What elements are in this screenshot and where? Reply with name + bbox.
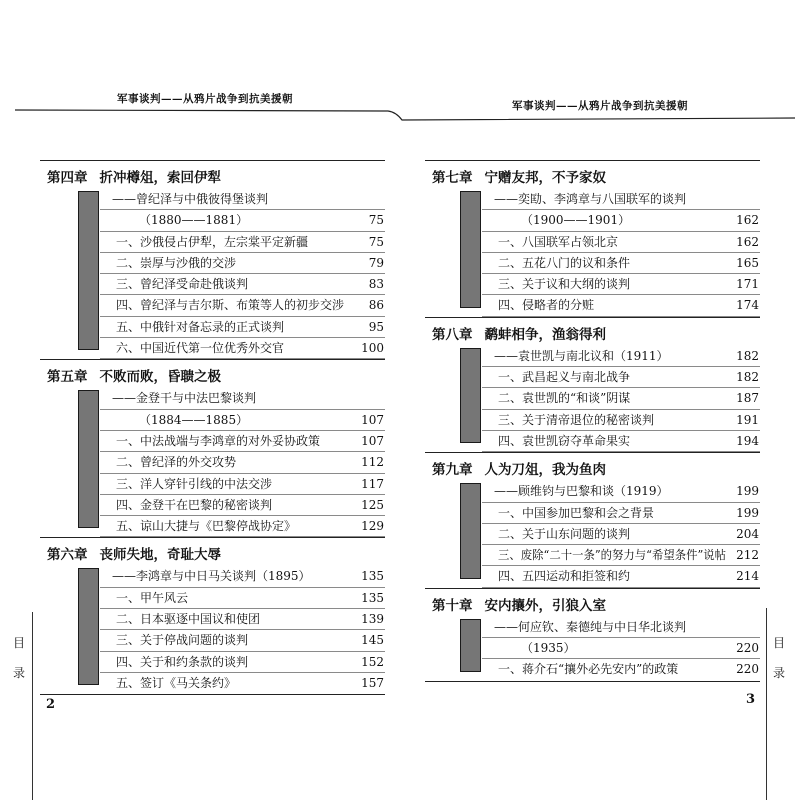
entry-title: 三、关于清帝退位的秘密谈判: [498, 412, 655, 427]
chapter-entries: [100, 388, 385, 537]
chapter-entries: [100, 189, 385, 359]
entry-page-number: 112: [361, 455, 384, 470]
chapter-block: [425, 317, 760, 452]
entry-title: 四、曾纪泽与吉尔斯、布策等人的初步交涉: [116, 298, 345, 313]
entry-page-number: 165: [736, 255, 759, 270]
chapter-number: 第六章: [47, 547, 88, 564]
side-rule-right: [766, 608, 767, 800]
chapter-heading: [40, 360, 385, 388]
entry-title: 二、曾纪泽的外交攻势: [116, 455, 237, 470]
chapter-number: 第四章: [47, 170, 88, 186]
entry-title: 五、中俄针对备忘录的正式谈判: [116, 319, 285, 334]
toc-entry: [100, 232, 385, 253]
entry-title: 一、中法战端与李鸿章的对外妥协政策: [116, 433, 321, 448]
toc-entry: [482, 566, 760, 587]
entry-title: 三、关于停战问题的谈判: [116, 633, 249, 648]
toc-entry: [100, 210, 385, 231]
chapter-title: 宁赠友邦，不予家奴: [484, 170, 606, 186]
entry-title: 五、谅山大捷与《巴黎停战协定》: [116, 519, 297, 534]
chapter-title: 丧师失地，奇耻大辱: [99, 547, 221, 564]
entry-title: 四、五四运动和拒签和约: [498, 569, 631, 584]
entry-page-number: 129: [361, 519, 384, 534]
toc-entry: [482, 524, 760, 545]
entry-page-number: 83: [368, 277, 384, 292]
entry-page-number: 220: [736, 662, 759, 677]
entry-page-number: 75: [368, 234, 384, 249]
entry-page-number: 86: [368, 298, 384, 313]
chapter-entries: [100, 566, 385, 694]
entry-page-number: 135: [361, 590, 384, 605]
chapter-block: [40, 160, 385, 359]
toc-entry: [482, 367, 760, 388]
toc-entry: [100, 566, 385, 587]
chapter-number: 第七章: [432, 170, 473, 186]
toc-entry: [100, 295, 385, 316]
entry-page-number: 117: [361, 476, 384, 491]
entry-title: ——顾维钧与巴黎和谈（1919）: [494, 484, 669, 499]
chapter-title: 不败而败，昏聩之极: [99, 369, 221, 386]
entry-page-number: 100: [361, 341, 384, 356]
entry-page-number: 162: [736, 234, 759, 249]
entry-title: 二、崇厚与沙俄的交涉: [116, 255, 237, 270]
side-tab-char: 录: [12, 666, 25, 680]
toc-entry: [100, 317, 385, 338]
chapter-number: 第五章: [47, 369, 88, 386]
entry-title: 一、中国参加巴黎和会之背景: [498, 505, 655, 520]
entry-title: （1935）: [521, 641, 576, 656]
chapter-number: 第八章: [432, 326, 473, 343]
toc-entry: [100, 431, 385, 452]
running-head-right: 军事谈判——从鸦片战争到抗美援朝: [512, 100, 688, 112]
chapter-number: 第九章: [432, 462, 473, 479]
toc-entry: [482, 659, 760, 680]
entry-title: 三、关于议和大纲的谈判: [498, 277, 631, 292]
entry-title: ——曾纪泽与中俄彼得堡谈判: [112, 192, 269, 206]
side-tab-right: [772, 628, 786, 688]
chapter-block: [40, 359, 385, 537]
toc-entry: [100, 410, 385, 431]
side-tab-left: [12, 628, 26, 688]
entry-title: 二、袁世凯的“和谈”阴谋: [498, 391, 631, 406]
entry-page-number: 171: [736, 277, 759, 292]
toc-entry: [100, 452, 385, 473]
chapter-entries: [482, 617, 760, 681]
toc-entry: [100, 474, 385, 495]
entry-page-number: 135: [361, 569, 384, 584]
chapter-block: [40, 537, 385, 695]
chapter-entries: [482, 346, 760, 452]
entry-title: ——奕劻、李鸿章与八国联军的谈判: [494, 192, 687, 206]
entry-page-number: 214: [736, 569, 759, 584]
chapter-tab-bar: [460, 483, 481, 578]
entry-title: 三、废除“二十一条”的努力与“希望条件”说帖: [498, 548, 727, 563]
side-tab-char: 录: [772, 666, 785, 680]
page-number-left: 2: [46, 697, 56, 712]
toc-entry: [482, 503, 760, 524]
chapter-heading: [40, 161, 385, 189]
side-tab-char: 目: [772, 636, 785, 650]
entry-page-number: 79: [368, 255, 384, 270]
entry-page-number: 194: [736, 433, 759, 448]
entry-page-number: 95: [368, 319, 384, 334]
toc-entry: [482, 545, 760, 566]
chapter-tab-bar: [78, 390, 99, 528]
chapter-entries: [482, 481, 760, 587]
toc-entry: [482, 232, 760, 253]
entry-title: 四、关于和约条款的谈判: [116, 654, 249, 669]
entry-title: 三、曾纪泽受命赴俄谈判: [116, 277, 249, 292]
entry-page-number: 220: [736, 641, 759, 656]
entry-title: 四、袁世凯窃夺革命果实: [498, 433, 631, 448]
entry-title: 二、五花八门的议和条件: [498, 255, 631, 270]
chapter-tab-bar: [460, 191, 481, 308]
page-number-right: 3: [746, 692, 756, 707]
chapter-heading: [40, 538, 385, 566]
chapter-tab-bar: [460, 348, 481, 443]
chapter-number: 第十章: [432, 597, 473, 614]
entry-page-number: 125: [361, 497, 384, 512]
toc-entry: [100, 274, 385, 295]
entry-page-number: 212: [736, 548, 759, 563]
toc-entry: [100, 189, 385, 210]
entry-page-number: 187: [736, 391, 759, 406]
toc-entry: [482, 617, 760, 638]
chapter-block: [425, 452, 760, 587]
toc-entry: [482, 638, 760, 659]
toc-entry: [482, 295, 760, 316]
entry-page-number: 157: [361, 675, 384, 690]
entry-page-number: 174: [736, 298, 759, 313]
entry-title: ——金登干与中法巴黎谈判: [112, 391, 257, 406]
running-head-rule: [0, 0, 800, 140]
toc-entry: [482, 253, 760, 274]
side-rule-left: [32, 612, 33, 800]
entry-title: ——袁世凯与南北议和（1911）: [494, 348, 669, 363]
toc-left-page: [40, 160, 385, 695]
toc-entry: [100, 609, 385, 630]
toc-entry: [100, 253, 385, 274]
chapter-title: 安内攘外，引狼入室: [484, 597, 606, 614]
toc-entry: [100, 516, 385, 537]
entry-title: 一、蒋介石“攘外必先安内”的政策: [498, 662, 679, 677]
chapter-heading: [425, 453, 760, 481]
entry-title: （1880——1881）: [139, 213, 249, 228]
chapter-entries: [482, 189, 760, 317]
chapter-title: 人为刀俎，我为鱼肉: [484, 462, 606, 479]
toc-entry: [482, 210, 760, 231]
entry-title: ——李鸿章与中日马关谈判（1895）: [112, 569, 311, 584]
entry-title: 四、金登干在巴黎的秘密谈判: [116, 497, 273, 512]
entry-title: 三、洋人穿针引线的中法交涉: [116, 476, 273, 491]
toc-entry: [100, 388, 385, 409]
toc-entry: [482, 274, 760, 295]
entry-title: 五、签订《马关条约》: [116, 675, 237, 690]
entry-page-number: 139: [361, 612, 384, 627]
entry-title: ——何应钦、秦德纯与中日华北谈判: [494, 619, 687, 634]
toc-entry: [482, 189, 760, 210]
entry-title: 一、武昌起义与南北战争: [498, 370, 631, 385]
toc-entry: [100, 630, 385, 651]
toc-right-page: [425, 160, 760, 682]
entry-page-number: 182: [736, 348, 759, 363]
chapter-tab-bar: [78, 191, 99, 350]
toc-entry: [482, 346, 760, 367]
entry-title: 一、八国联军占领北京: [498, 234, 619, 249]
chapter-block: [425, 588, 760, 682]
entry-page-number: 152: [361, 654, 384, 669]
entry-title: （1900——1901）: [521, 213, 631, 228]
entry-page-number: 204: [736, 526, 759, 541]
toc-entry: [100, 652, 385, 673]
toc-entry: [482, 481, 760, 502]
entry-page-number: 107: [361, 433, 384, 448]
toc-entry: [100, 338, 385, 359]
entry-page-number: 182: [736, 370, 759, 385]
entry-page-number: 199: [736, 484, 759, 499]
toc-entry: [482, 388, 760, 409]
entry-title: 六、中国近代第一位优秀外交官: [116, 341, 285, 356]
entry-title: 四、侵略者的分赃: [498, 298, 595, 313]
entry-page-number: 199: [736, 505, 759, 520]
entry-page-number: 75: [368, 213, 384, 228]
entry-title: 一、沙俄侵占伊犁，左宗棠平定新疆: [116, 234, 309, 249]
entry-title: 二、日本驱逐中国议和使团: [116, 612, 261, 627]
entry-title: 二、关于山东问题的谈判: [498, 526, 631, 541]
entry-title: 一、甲午风云: [116, 590, 189, 605]
entry-title: （1884——1885）: [139, 412, 249, 427]
chapter-tab-bar: [460, 619, 481, 672]
toc-entry: [100, 673, 385, 694]
entry-page-number: 191: [736, 412, 759, 427]
entry-page-number: 162: [736, 213, 759, 228]
entry-page-number: 145: [361, 633, 384, 648]
chapter-block: [425, 160, 760, 317]
toc-entry: [482, 431, 760, 452]
side-tab-char: 目: [12, 636, 25, 650]
toc-entry: [482, 410, 760, 431]
toc-entry: [100, 588, 385, 609]
chapter-heading: [425, 589, 760, 617]
chapter-heading: [425, 318, 760, 346]
chapter-heading: [425, 161, 760, 189]
toc-entry: [100, 495, 385, 516]
running-head-left: 军事谈判——从鸦片战争到抗美援朝: [117, 93, 293, 105]
chapter-title: 折冲樽俎，索回伊犁: [99, 170, 221, 186]
chapter-title: 鹬蚌相争，渔翁得利: [484, 326, 606, 343]
chapter-tab-bar: [78, 568, 99, 685]
entry-page-number: 107: [361, 412, 384, 427]
